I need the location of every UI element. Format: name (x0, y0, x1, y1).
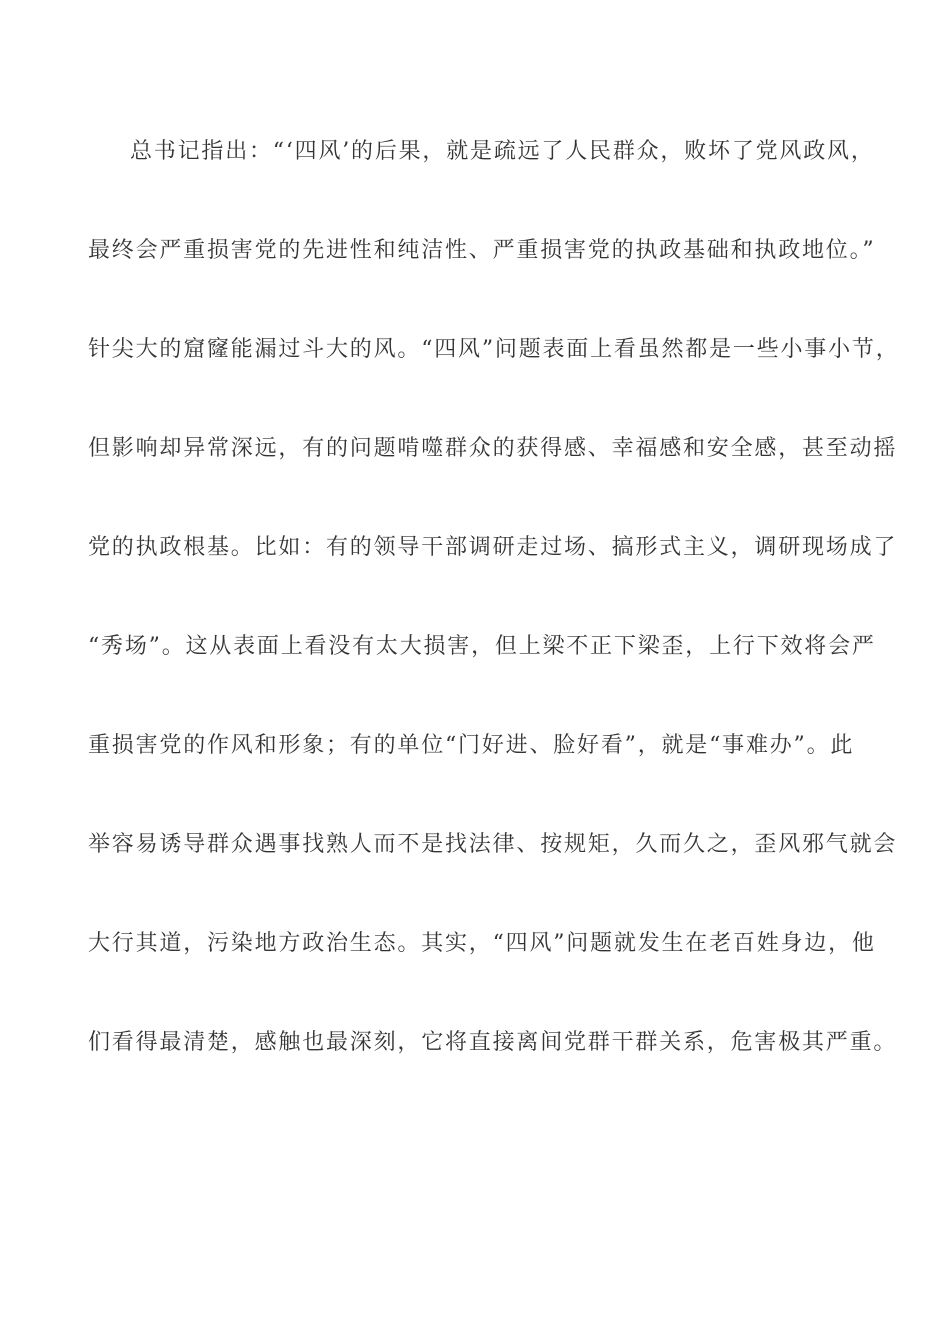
paragraph-line: 但影响却异常深远，有的问题啃噬群众的获得感、幸福感和安全感，甚至动摇 (88, 436, 898, 461)
paragraph-line: 举容易诱导群众遇事找熟人而不是找法律、按规矩，久而久之，歪风邪气就会 (88, 832, 898, 857)
paragraph-line: 党的执政根基。比如：有的领导干部调研走过场、搞形式主义，调研现场成了 (88, 535, 898, 560)
paragraph-line: 大行其道，污染地方政治生态。其实，“四风”问题就发生在老百姓身边，他 (88, 931, 876, 956)
paragraph-line: 最终会严重损害党的先进性和纯洁性、严重损害党的执政基础和执政地位。” (88, 238, 876, 263)
paragraph-line: 重损害党的作风和形象；有的单位“门好进、脸好看”，就是“事难办”。此 (88, 733, 855, 758)
paragraph-line: 总书记指出：“‘四风’的后果，就是疏远了人民群众，败坏了党风政风， (130, 139, 875, 164)
paragraph-line: “秀场”。这从表面上看没有太大损害，但上梁不正下梁歪，上行下效将会严 (88, 634, 876, 659)
paragraph-line: 针尖大的窟窿能漏过斗大的风。“四风”问题表面上看虽然都是一些小事小节， (88, 337, 900, 362)
paragraph-line: 们看得最清楚，感触也最深刻，它将直接离间党群干群关系，危害极其严重。 (88, 1030, 898, 1055)
